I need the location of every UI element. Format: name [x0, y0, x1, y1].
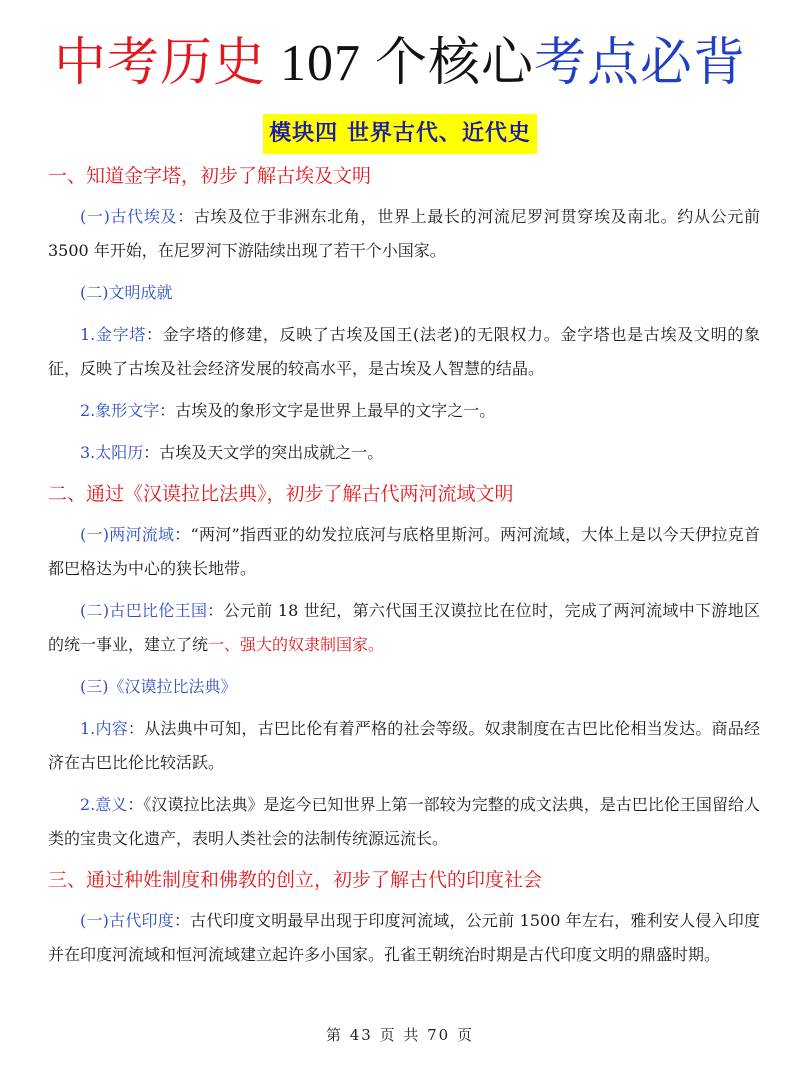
- module-title: 模块四 世界古代、近代史: [263, 114, 537, 154]
- section-heading-2: 二、通过《汉谟拉比法典》，初步了解古代两河流域文明: [48, 483, 514, 505]
- title-part-blue: 考点必背: [534, 33, 747, 93]
- paragraph: [48, 276, 760, 310]
- paragraph: [48, 394, 760, 428]
- paragraph-text: ：古埃及天文学的突出成就之一。: [143, 443, 384, 462]
- paragraph-label: (二)文明成就: [80, 283, 173, 302]
- paragraph-text: ：从法典中可知，古巴比伦有着严格的社会等级。奴隶制度在古巴比伦相当发达。商品经济在古巴比伦比较活跃。: [48, 719, 760, 772]
- section-heading-3: 三、通过种姓制度和佛教的创立，初步了解古代的印度社会: [48, 869, 543, 891]
- paragraph-label: 2.意义: [80, 795, 128, 814]
- paragraph-label: (一)两河流域: [80, 525, 175, 544]
- section-heading-1: 一、知道金字塔，初步了解古埃及文明: [48, 165, 372, 187]
- paragraph: [48, 904, 760, 972]
- title-part-black: 107 个核心: [265, 35, 534, 92]
- paragraph-text: ：公元前 18 世纪，第六代国王汉谟拉比在位时，完成了两河流域中下游地区的统一事业，建立了统: [48, 601, 760, 654]
- paragraph-label: 3.太阳历: [80, 443, 144, 462]
- paragraph: [48, 200, 760, 268]
- paragraph-text: ：古埃及的象形文字是世界上最早的文字之一。: [159, 401, 496, 420]
- paragraph-label: (一)古代印度: [80, 911, 174, 930]
- highlight-text: 一、强大的奴隶制国家。: [208, 635, 385, 654]
- paragraph: [48, 436, 760, 470]
- paragraph-label: 2.象形文字: [80, 401, 160, 420]
- paragraph-text: ：古埃及位于非洲东北角，世界上最长的河流尼罗河贯穿埃及南北。约从公元前 3500 年开始，在尼罗河下游陆续出现了若干个小国家。: [48, 207, 760, 260]
- paragraph: [48, 594, 760, 662]
- paragraph-label: 1.内容: [80, 719, 128, 738]
- paragraph-text: ：《汉谟拉比法典》是迄今已知世界上第一部较为完整的成文法典，是古巴比伦王国留给人类的宝贵文化遗产，表明人类社会的法制传统源远流长。: [48, 795, 760, 848]
- page-title: [0, 18, 800, 108]
- paragraph-label: (二)古巴比伦王国: [80, 601, 208, 620]
- module-banner: [0, 114, 800, 154]
- paragraph: [48, 518, 760, 586]
- document-body: [48, 160, 760, 972]
- paragraph-label: 1.金字塔: [80, 325, 147, 344]
- paragraph: [48, 788, 760, 856]
- paragraph-text: ：金字塔的修建，反映了古埃及国王(法老)的无限权力。金字塔也是古埃及文明的象征，反映了古埃及社会经济发展的较高水平，是古埃及人智慧的结晶。: [48, 325, 760, 378]
- paragraph: [48, 670, 760, 704]
- paragraph: [48, 318, 760, 386]
- page-number: 第 43 页 共 70 页: [325, 1026, 474, 1044]
- title-part-red: 中考历史: [53, 33, 266, 93]
- paragraph-text: ：“两河”指西亚的幼发拉底河与底格里斯河。两河流域，大体上是以今天伊拉克首都巴格达为中心的狭长地带。: [48, 525, 760, 578]
- paragraph-label: (三)《汉谟拉比法典》: [80, 677, 237, 696]
- paragraph-text: ：古代印度文明最早出现于印度河流域，公元前 1500 年左右，雅利安人侵入印度并在印度河流域和恒河流域建立起许多小国家。孔雀王朝统治时期是古代印度文明的鼎盛时期。: [48, 911, 760, 964]
- paragraph: [48, 712, 760, 780]
- paragraph-label: (一)古代埃及: [80, 207, 178, 226]
